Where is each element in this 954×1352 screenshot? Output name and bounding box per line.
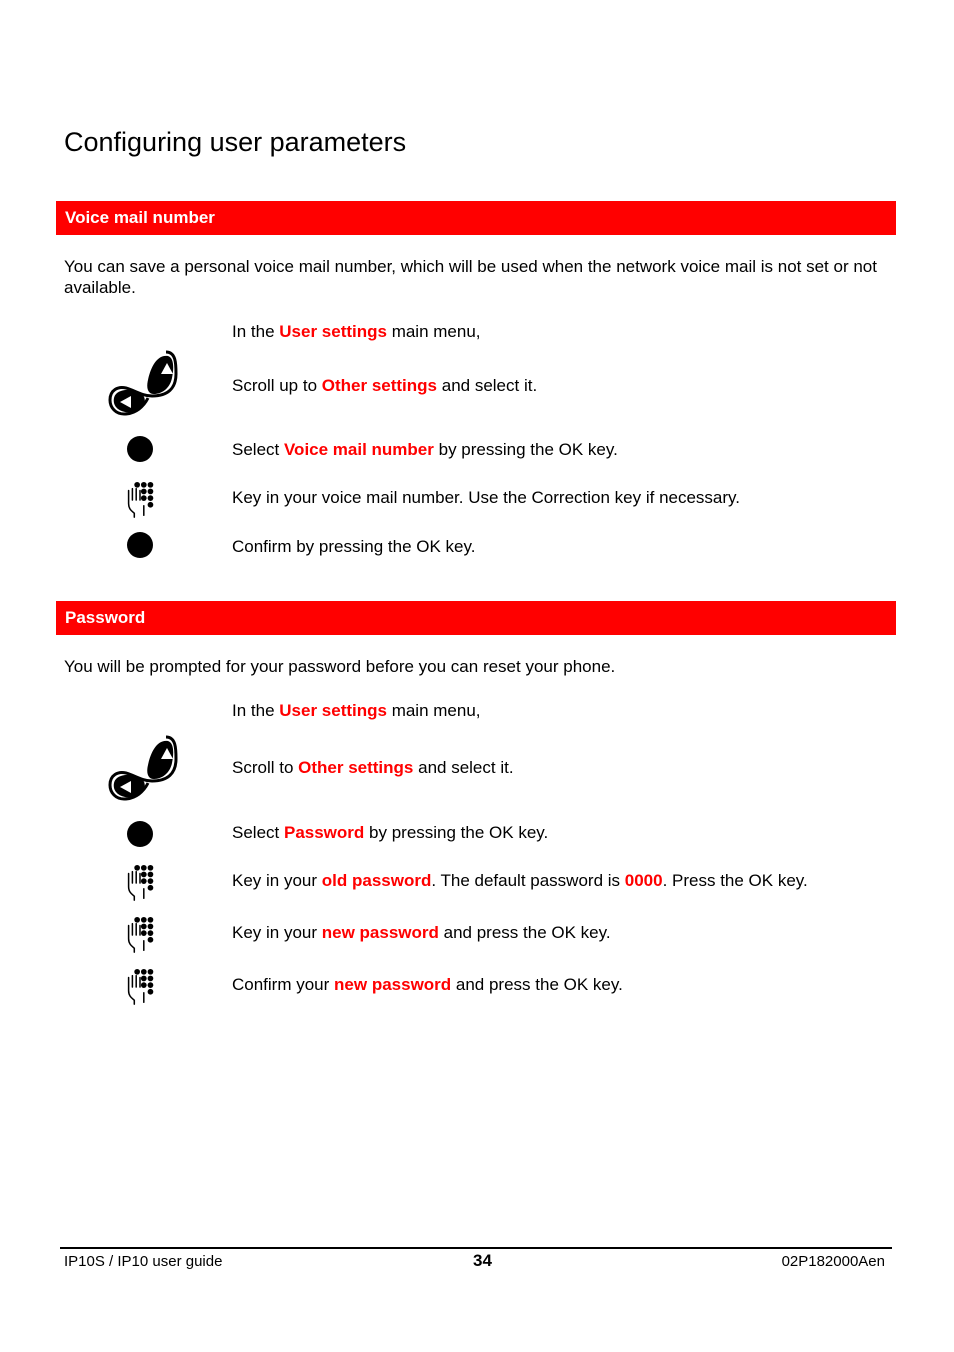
footer-document-title: IP10S / IP10 user guide [64, 1253, 223, 1270]
section-header-voice-mail: Voice mail number [56, 201, 896, 235]
page-title: Configuring user parameters [64, 127, 407, 157]
ok-key-icon [126, 531, 154, 559]
password-step-3: Select Password by pressing the OK key. [232, 823, 549, 842]
password-step-5: Key in your new password and press the OK key. [232, 923, 611, 942]
voice-mail-intro: You can save a personal voice mail number, which will be used when the network voice mail is not set or not available. [64, 257, 877, 297]
keypad-icon [124, 916, 156, 954]
navigation-key-icon [104, 731, 180, 805]
ok-key-icon [126, 435, 154, 463]
section-header-password: Password [56, 601, 896, 635]
keypad-icon [124, 968, 156, 1006]
password-step-4: Key in your old password. The default password is 0000. Press the OK key. [232, 871, 808, 890]
voice-mail-step-3: Select Voice mail number by pressing the OK key. [232, 440, 618, 459]
footer-document-code: 02P182000Aen [781, 1253, 885, 1270]
password-step-6: Confirm your new password and press the OK key. [232, 975, 623, 994]
password-intro: You will be prompted for your password before you can reset your phone. [64, 657, 616, 676]
voice-mail-step-2: Scroll up to Other settings and select it. [232, 376, 538, 395]
voice-mail-step-5: Confirm by pressing the OK key. [232, 537, 476, 556]
footer-page-number: 34 [473, 1251, 492, 1270]
voice-mail-step-1: In the User settings main menu, [232, 322, 481, 341]
keypad-icon [124, 481, 156, 519]
password-step-2: Scroll to Other settings and select it. [232, 758, 514, 777]
keypad-icon [124, 864, 156, 902]
voice-mail-step-4: Key in your voice mail number. Use the Correction key if necessary. [232, 488, 741, 507]
password-step-1: In the User settings main menu, [232, 701, 481, 720]
navigation-key-icon [104, 346, 180, 420]
footer-divider [60, 1247, 892, 1249]
ok-key-icon [126, 820, 154, 848]
